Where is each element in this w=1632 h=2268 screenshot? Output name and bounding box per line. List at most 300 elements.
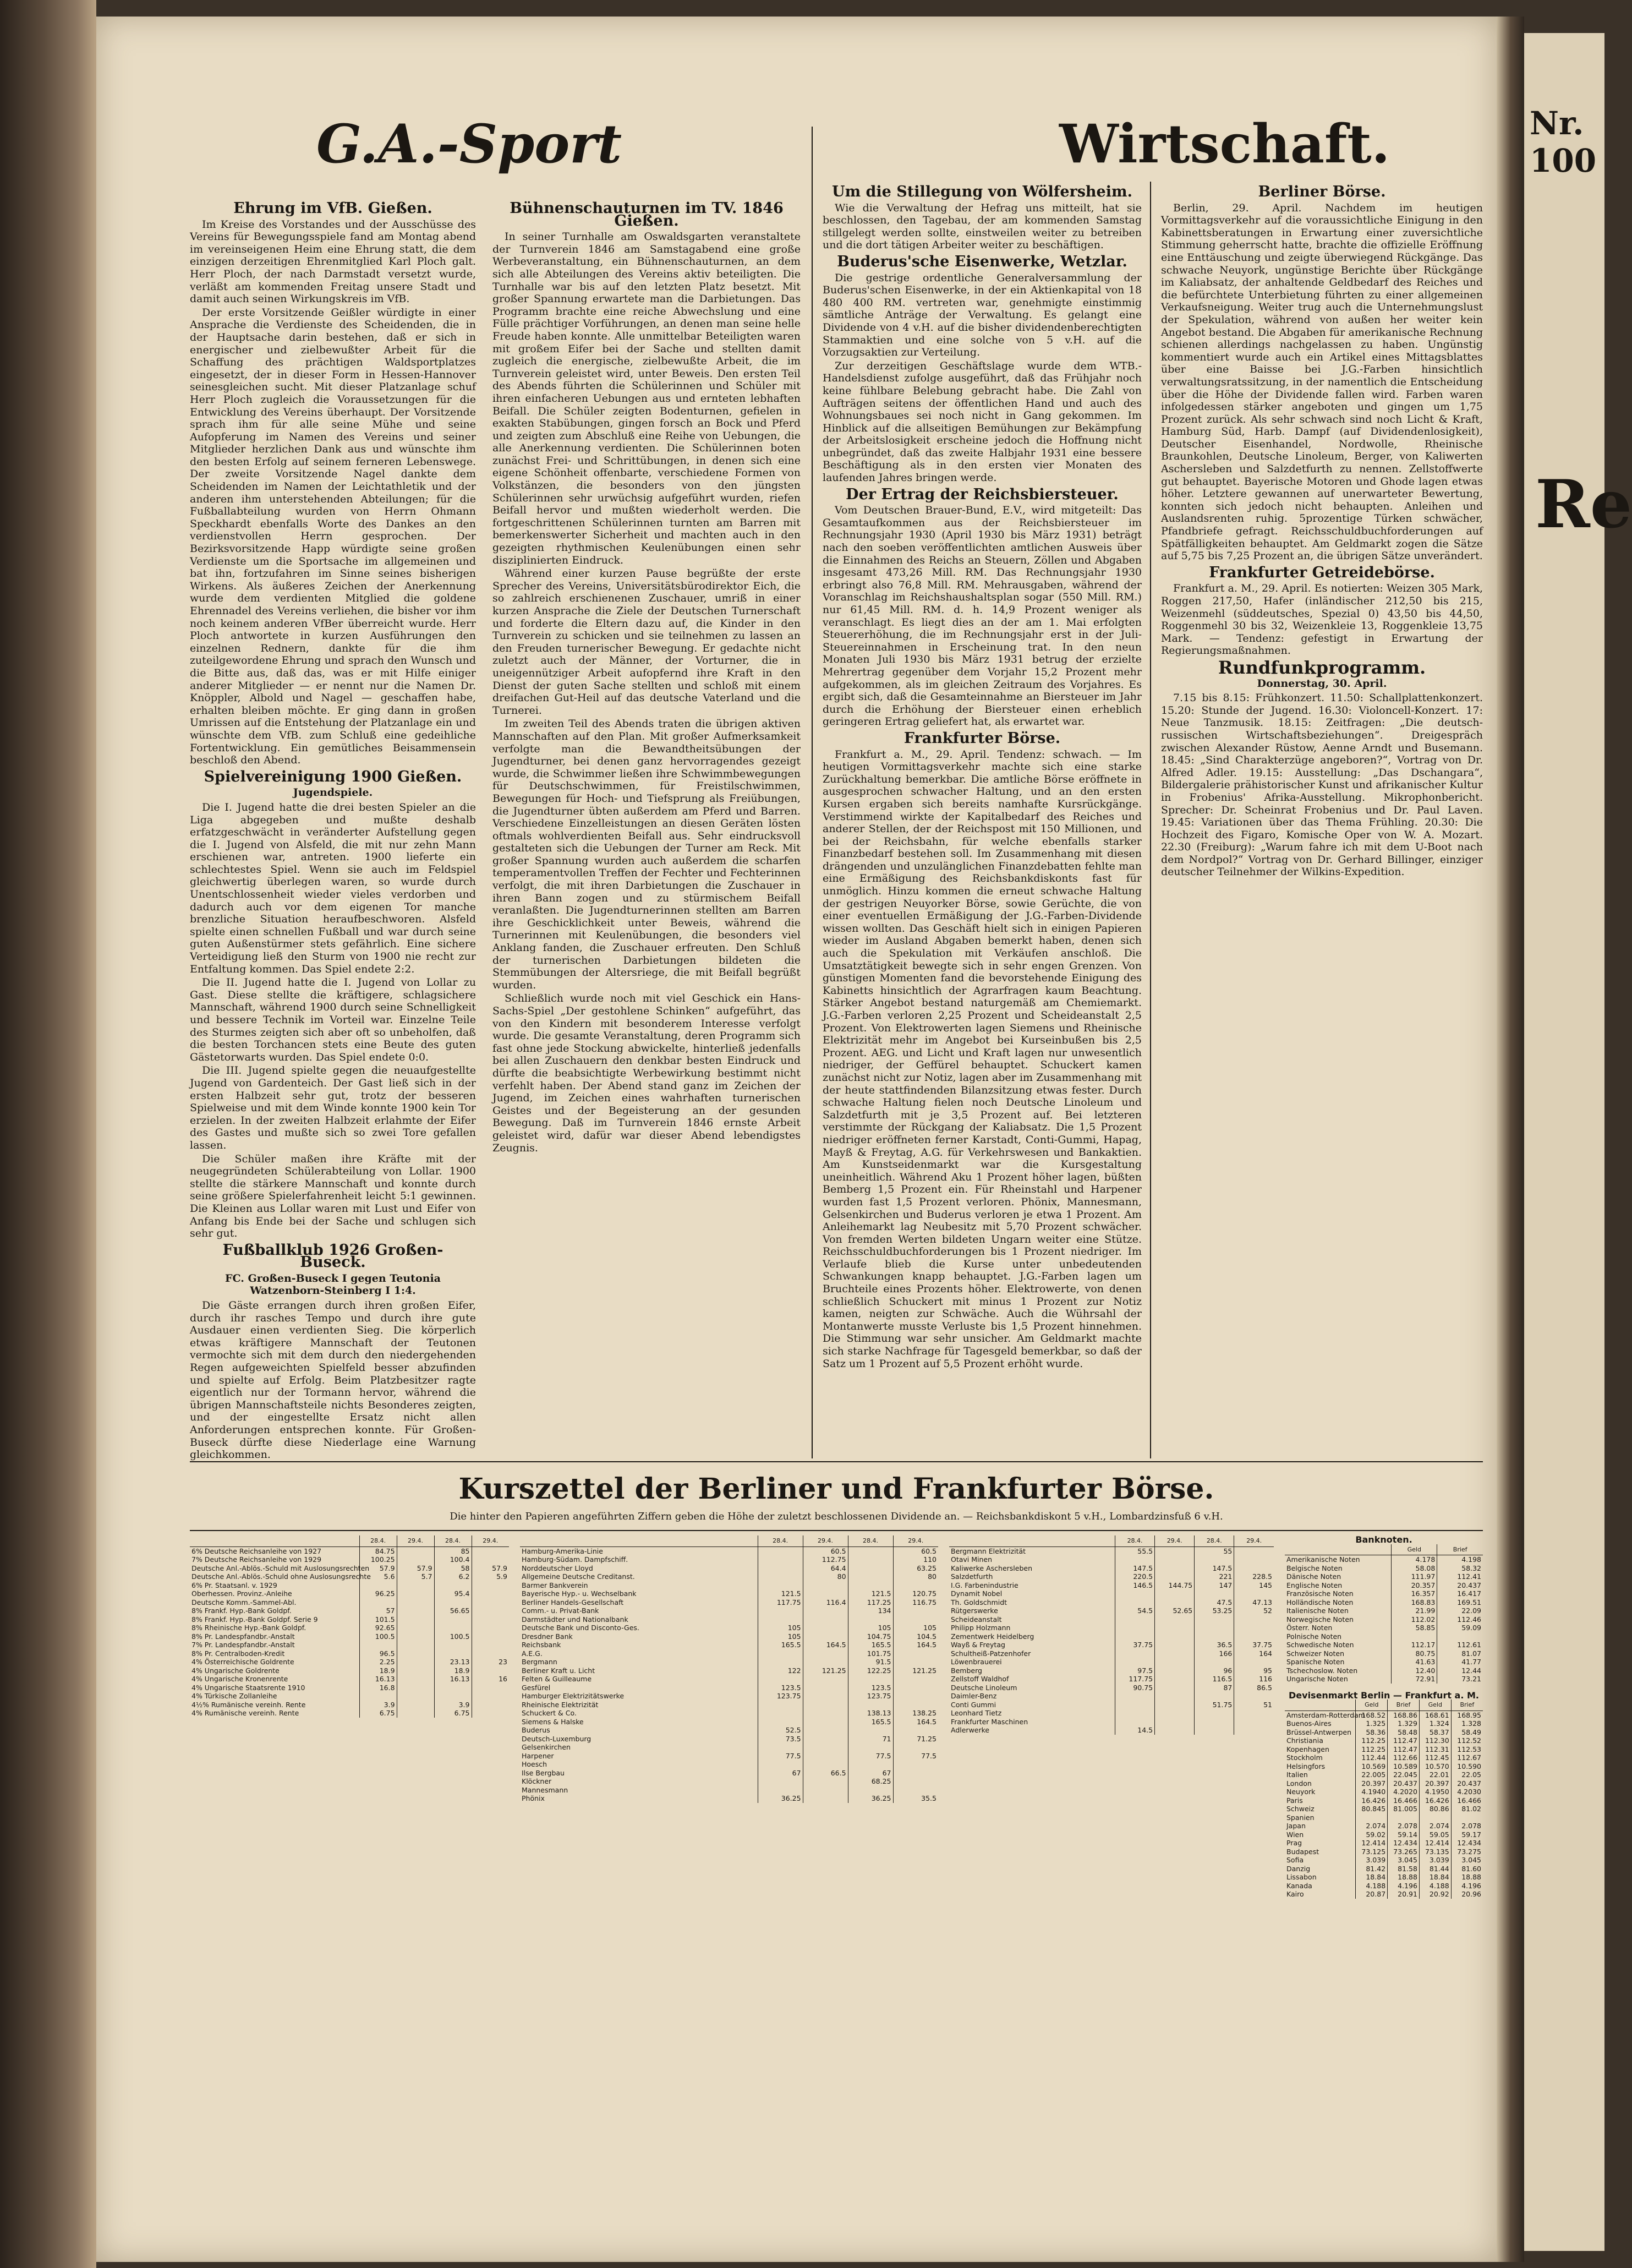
price-cell	[848, 1564, 893, 1573]
table-row	[1285, 1813, 1483, 1822]
table-row	[190, 1692, 509, 1701]
price-cell	[803, 1684, 848, 1692]
security-name: Helsingfors	[1286, 1762, 1326, 1770]
price-cell	[1419, 1813, 1451, 1822]
security-name: Dynamit Nobel	[951, 1589, 1003, 1598]
price-cell	[397, 1546, 434, 1555]
table-row	[1285, 1728, 1483, 1737]
price-cell	[893, 1675, 938, 1684]
price-cell	[1195, 1709, 1234, 1718]
price-cell	[1155, 1555, 1195, 1564]
price-cell: 16.13	[359, 1675, 397, 1684]
price-cell: 58.36	[1356, 1728, 1388, 1737]
security-name: Deutsche Komm.-Sammel-Abl.	[191, 1598, 297, 1606]
article-paragraph: Die III. Jugend spielte gegen die neuaufgestellte Jugend von Gardenteich. Der Gast ließ sich in der ersten Halbzeit sehr gut, trotz der besseren Spielweise und mit dem Winde konnte 1900 kein Tor erzielen. In der zweiten Halbzeit erlahmte der Eifer des Gastes und mußte sich so zwei Tore gefallen lassen.	[190, 1064, 476, 1151]
price-cell	[397, 1589, 434, 1598]
price-cell	[1155, 1632, 1195, 1641]
table-row	[1285, 1873, 1483, 1882]
security-name: 6% Deutsche Reichsanleihe von 1927	[191, 1546, 322, 1555]
price-cell	[803, 1624, 848, 1632]
price-cell: 60.5	[803, 1546, 848, 1555]
security-name: 8% Frankf. Hyp.-Bank Goldpf. Serie 9	[191, 1615, 318, 1624]
price-cell	[1155, 1564, 1195, 1573]
price-cell: 164	[1234, 1649, 1274, 1658]
table-row	[949, 1572, 1274, 1581]
price-cell	[1234, 1632, 1274, 1641]
price-cell	[803, 1786, 848, 1795]
price-cell	[1155, 1701, 1195, 1709]
price-cell	[848, 1760, 893, 1769]
price-cell	[397, 1581, 434, 1590]
security-name: Japan	[1286, 1822, 1306, 1830]
price-cell	[758, 1675, 803, 1684]
price-cell	[758, 1606, 803, 1615]
price-cell: 123.75	[848, 1692, 893, 1701]
price-cell	[1115, 1632, 1155, 1641]
table-row	[190, 1572, 509, 1581]
price-cell	[1234, 1709, 1274, 1718]
price-cell: 73.265	[1388, 1848, 1420, 1856]
price-cell: 18.9	[434, 1666, 472, 1675]
table-row	[1285, 1581, 1483, 1590]
security-name: 4% Türkische Zollanleihe	[191, 1692, 277, 1700]
price-cell: 4.1940	[1356, 1788, 1388, 1796]
price-cell: 58.49	[1451, 1728, 1483, 1737]
table-row	[520, 1598, 938, 1607]
security-name: Bergmann	[522, 1658, 557, 1666]
security-name: Berliner Kraft u. Licht	[522, 1666, 595, 1675]
table-row	[949, 1564, 1274, 1573]
price-cell	[848, 1786, 893, 1795]
price-cell: 112.25	[1356, 1745, 1388, 1754]
price-cell	[803, 1606, 848, 1615]
table-row	[949, 1692, 1274, 1701]
price-cell: 47.13	[1234, 1598, 1274, 1607]
security-name: Deutsche Anl.-Ablös.-Schuld mit Auslosungsrechten	[191, 1564, 370, 1572]
article-paragraph: Die Schüler maßen ihre Kräfte mit der neugegründeten Schülerabteilung von Lollar. 1900 stellte die stärkere Mannschaft und konnte durch seine größere Spielerfahrenheit leicht 5:1 gewinnen. Die Kleinen aus Lollar waren mit Lust und Eifer von Anfang bis Ende bei der Sache und schlugen sich sehr gut.	[190, 1152, 476, 1240]
article-subheading: FC. Großen-Buseck I gegen Teutonia Watzenborn-Steinberg I 1:4.	[225, 1272, 441, 1297]
price-cell: 20.437	[1451, 1779, 1483, 1788]
col-header: 29.4.	[1155, 1535, 1195, 1546]
price-cell: 54.5	[1115, 1606, 1155, 1615]
article-heading: Fußballklub 1926 Großen-Buseck.	[222, 1241, 443, 1271]
price-cell: 57.9	[472, 1564, 509, 1573]
price-cell	[1155, 1624, 1195, 1632]
security-name: Salzdetfurth	[951, 1572, 993, 1581]
price-cell: 147.5	[1195, 1564, 1234, 1573]
price-cell: 14.5	[1115, 1726, 1155, 1735]
table-row	[190, 1709, 509, 1718]
table-row	[949, 1718, 1274, 1726]
price-cell: 104.5	[893, 1632, 938, 1641]
security-name: Darmstädter und Nationalbank	[522, 1615, 628, 1624]
price-cell: 116.75	[893, 1598, 938, 1607]
security-name: Conti Gummi	[951, 1700, 996, 1709]
price-cell	[893, 1658, 938, 1666]
price-cell: 36.25	[848, 1794, 893, 1803]
wirtschaft-masthead: Wirtschaft.	[1059, 113, 1390, 175]
table-row	[1285, 1589, 1483, 1598]
table-row	[949, 1555, 1274, 1564]
article-heading: Frankfurter Börse.	[903, 729, 1061, 747]
price-cell: 67	[848, 1769, 893, 1778]
article-paragraph: Die Gäste errangen durch ihren großen Eifer, durch ihr rasches Tempo und durch ihre gute Ausdauer einen verdienten Sieg. Die körperlich etwas kräftigere Mannschaft der Teutonen vermochte sich mit dem durch den niedergehenden Regen aufgeweichten Spielfeld besser abzufinden und spielte auf Erfolg. Beim Platzbesitzer ragte eigentlich nur der Tormann hervor, während die übrigen Mannschaftsteile nichts Besonderes zeigten, und der eingestellte Ersatz nicht allen Anforderungen entsprechen konnte. Für Großen-Buseck dürfte diese Niederlage eine Warnung gleichkommen.	[190, 1299, 476, 1461]
article-paragraph: Die I. Jugend hatte die drei besten Spieler an die Liga abgegeben und mußte deshalb erfatzgeschwächt in veränderter Aufstellung gegen die I. Jugend von Alsfeld, die mit nur zehn Mann erschienen war, antreten. 1900 lieferte ein schlechtestes Spiel. Wenn sie auch im Feldspiel gleichwertig überlegen waren, so wurde durch Unentschlossenheit wieder vieles verdorben und dadurch auch vor dem eigenen Tor manche brenzliche Situation heraufbeschworen. Alsfeld spielte einen schnellen Fußball und war durch seine guten Außenstürmer stets gefährlich. Eine sichere Verteidigung ließ den Sturm von 1900 nie recht zur Entfaltung kommen. Das Spiel endete 2:2.	[190, 801, 476, 975]
price-cell	[803, 1735, 848, 1744]
price-cell	[472, 1606, 509, 1615]
article-heading: Ehrung im VfB. Gießen.	[233, 200, 432, 217]
price-cell	[472, 1555, 509, 1564]
price-cell	[1115, 1701, 1155, 1709]
price-cell: 16.426	[1356, 1796, 1388, 1805]
table-row	[520, 1769, 938, 1778]
price-cell: 4.188	[1419, 1882, 1451, 1890]
price-cell	[434, 1615, 472, 1624]
price-cell	[758, 1581, 803, 1590]
price-cell: 169.51	[1437, 1598, 1483, 1607]
security-name: Brüssel-Antwerpen	[1286, 1728, 1352, 1736]
price-cell	[893, 1701, 938, 1709]
security-name: Barmer Bankverein	[522, 1581, 588, 1589]
col-header: Geld	[1419, 1699, 1451, 1710]
table-row	[1285, 1572, 1483, 1581]
price-cell	[397, 1632, 434, 1641]
price-cell: 18.88	[1388, 1873, 1420, 1882]
article-paragraph: Frankfurt a. M., 29. April. Es notierten: Weizen 305 Mark, Roggen 217,50, Hafer (inländischer 212,50 bis 215, Weizenmehl (süddeutsches, Spezial 0) 43,50 bis 44,50, Roggenmehl 30 bis 32, Weizenkleie 13, Roggenkleie 13,75 Mark. — Tendenz: gefestigt in Erwartung der Regierungsmaßnahmen.	[1161, 582, 1483, 657]
banknoten-rows	[1285, 1555, 1483, 1684]
price-cell: 4.2030	[1451, 1788, 1483, 1796]
price-cell	[848, 1581, 893, 1590]
price-cell: 1.328	[1451, 1719, 1483, 1728]
stock-rows	[190, 1546, 509, 1718]
table-row	[190, 1658, 509, 1666]
security-name: Ilse Bergbau	[522, 1768, 565, 1777]
price-cell: 5.7	[397, 1572, 434, 1581]
table-row	[190, 1684, 509, 1692]
price-cell: 22.09	[1437, 1606, 1483, 1615]
price-cell	[848, 1701, 893, 1709]
price-cell: 66.5	[803, 1769, 848, 1778]
price-cell	[472, 1641, 509, 1649]
price-cell: 12.414	[1419, 1839, 1451, 1848]
price-cell	[803, 1675, 848, 1684]
kurszettel-subtitle: Die hinter den Papieren angeführten Ziffern geben die Höhe der zuletzt beschlossenen Dividende an. — Reichsbankdiskont 5 v.H., Lombardzinsfuß 6 v.H.	[450, 1511, 1223, 1522]
adjacent-page	[1524, 33, 1632, 2251]
security-name: Wien	[1286, 1830, 1304, 1839]
security-name: Lissabon	[1286, 1873, 1317, 1881]
price-cell	[848, 1546, 893, 1555]
price-cell: 1.324	[1419, 1719, 1451, 1728]
price-cell	[472, 1632, 509, 1641]
price-cell: 2.074	[1419, 1822, 1451, 1830]
price-cell: 22.05	[1451, 1770, 1483, 1779]
security-name: Frankfurter Maschinen	[951, 1717, 1028, 1726]
price-cell: 52	[1234, 1606, 1274, 1615]
table-row	[1285, 1856, 1483, 1865]
price-cell: 117.75	[1115, 1675, 1155, 1684]
article-paragraph: Während einer kurzen Pause begrüßte der erste Sprecher des Vereins, Universitätsbürodirektor Eich, die so zahlreich erschienenen Zuschauer, umriß in einer kurzen Ansprache die Ziele der Deutschen Turnerschaft und forderte die Eltern dazu auf, die Kinder in den Turnverein zu schicken und sie teilnehmen zu lassen an den Freuden turnerischer Bewegung. Er gedachte nicht zuletzt auch der Männer, der Vorturner, die in uneigennütziger Arbeit aufopfernd ihre Kraft in den Dienst der guten Sache stellten und schloß mit einem dreifachen Gut-Heil auf das deutsche Vaterland und die Turnerei.	[492, 567, 801, 717]
price-cell	[1155, 1692, 1195, 1701]
price-cell: 5.9	[472, 1572, 509, 1581]
price-cell: 18.84	[1356, 1873, 1388, 1882]
adjacent-page-heading: Re	[1535, 466, 1632, 543]
price-cell: 58.08	[1392, 1564, 1437, 1573]
price-cell	[397, 1666, 434, 1675]
price-cell: 112.44	[1356, 1753, 1388, 1762]
security-name: Otavi Minen	[951, 1555, 993, 1564]
stock-table	[949, 1535, 1274, 1735]
table-row	[520, 1760, 938, 1769]
price-cell: 16.466	[1388, 1796, 1420, 1805]
security-name: 8% Frankf. Hyp.-Bank Goldpf.	[191, 1606, 292, 1615]
article-paragraph: Berlin, 29. April. Nachdem im heutigen Vormittagsverkehr auf die voraussichtliche Einigung in den Kabinettsberatungen in Erwartung einer zuversichtliche Stimmung geherrscht hatte, brachte die offizielle Eröffnung eine Enttäuschung und zeigte überwiegend Rückgänge. Das schwache Neuyork, ungünstige Berichte über Rückgänge im Kaliabsatz, der anhaltende Geldbedarf des Reiches und die befürchtete Unterbietung führten zu einer allgemeinen Verkaufsneigung. Weiter trug auch die Unternehmungslust der Spekulation, während von außen her weiter kein Angebot bestand. Die Abgaben für amerikanische Rechnung schienen allerdings nachgelassen zu haben. Ungünstig kommentiert wurde auch ein Artikel eines Mittagsblattes über eine Baisse bei J.G.-Farben hinsichtlich verwaltungsratssitzung, in der namentlich die Entscheidung über die Höhe der Dividende fallen wird. Farben waren infolgedessen stärker angeboten und gingen um 1,75 Prozent zurück. Als sehr schwach sind noch Licht & Kraft, Hamburg Süd, Harb. Dampf (auf Dividendenlosigkeit), Deutscher Eisenhandel, Nordwolle, Rheinische Braunkohlen, Deutsche Linoleum, Berger, von Kaliwerten Aschersleben und Salzdetfurth zu nennen. Zellstoffwerte gut behauptet. Bayerische Motoren und Ghode lagen etwas höher. Letztere gewannen auf unerwarteter Bewertung, konnten sich jedoch nicht behaupten. Anleihen und Auslandsrenten ruhig. 5prozentige Türken schwächer, Pfandbriefe gefragt. Reichsschuldbuchforderungen auf Spätfälligkeiten behauptet. Am Geldmarkt zogen die Sätze auf 5,75 bis 7,25 Prozent an, die übrigen Sätze unverändert.	[1161, 201, 1483, 562]
price-cell: 112.61	[1437, 1641, 1483, 1649]
section-rule	[190, 1461, 1483, 1462]
security-name: Englische Noten	[1286, 1581, 1343, 1589]
security-name: Klöckner	[522, 1777, 552, 1785]
table-row	[190, 1675, 509, 1684]
price-cell: 220.5	[1115, 1572, 1155, 1581]
price-cell: 168.95	[1451, 1710, 1483, 1719]
price-cell	[893, 1615, 938, 1624]
security-name: Kairo	[1286, 1890, 1304, 1898]
price-cell: 51	[1234, 1701, 1274, 1709]
price-cell	[848, 1572, 893, 1581]
sport-column-1	[190, 198, 476, 1461]
price-cell: 112.17	[1392, 1641, 1437, 1649]
price-cell: 112.30	[1419, 1736, 1451, 1745]
book-binding	[0, 0, 96, 2268]
price-cell: 147.5	[1115, 1564, 1155, 1573]
table-row	[520, 1572, 938, 1581]
table-row	[949, 1701, 1274, 1709]
table-row	[1285, 1865, 1483, 1873]
price-cell: 147	[1195, 1581, 1234, 1590]
price-cell: 59.17	[1451, 1830, 1483, 1839]
sport-masthead: G.A.-Sport	[316, 113, 622, 175]
price-cell	[1155, 1726, 1195, 1735]
price-cell	[758, 1546, 803, 1555]
security-name: Deutsch-Luxemburg	[522, 1734, 592, 1743]
price-cell	[1115, 1718, 1155, 1726]
security-name: Schultheiß-Patzenhofer	[951, 1649, 1031, 1658]
security-name: Österr. Noten	[1286, 1624, 1333, 1632]
article-subheading: Donnerstag, 30. April.	[1257, 677, 1387, 690]
price-cell	[1234, 1615, 1274, 1624]
table-row	[1285, 1710, 1483, 1719]
price-cell	[397, 1641, 434, 1649]
price-cell: 117.75	[758, 1598, 803, 1607]
kurszettel-title: Kurszettel der Berliner und Frankfurter Börse.	[458, 1472, 1214, 1506]
table-row	[190, 1624, 509, 1632]
price-cell: 41.77	[1437, 1658, 1483, 1666]
price-cell	[472, 1598, 509, 1607]
price-cell	[1155, 1641, 1195, 1649]
price-cell	[472, 1666, 509, 1675]
price-cell: 1.329	[1388, 1719, 1420, 1728]
table-row	[520, 1606, 938, 1615]
price-cell: 63.25	[893, 1564, 938, 1573]
price-cell	[758, 1777, 803, 1786]
price-cell: 100.25	[359, 1555, 397, 1564]
price-cell: 122.25	[848, 1666, 893, 1675]
security-name: Sofia	[1286, 1856, 1304, 1864]
price-cell: 57	[359, 1606, 397, 1615]
price-cell: 81.07	[1437, 1649, 1483, 1658]
table-row	[190, 1632, 509, 1641]
security-name: Danzig	[1286, 1864, 1311, 1873]
price-cell	[758, 1709, 803, 1718]
table-row	[1285, 1658, 1483, 1666]
article-paragraph: Schließlich wurde noch mit viel Geschick ein Hans-Sachs-Spiel „Der gestohlene Schinken“ aufgeführt, das von den Kindern mit besonderem Interesse verfolgt wurde. Die gesamte Veranstaltung, deren Programm sich fast ohne jede Stockung abwickelte, hinterließ jedenfalls bei allen Zuschauern den denkbar besten Eindruck und dürfte die beabsichtigte Werbewirkung bestimmt nicht verfehlt haben. Der Abend stand ganz im Zeichen der Jugend, im Zeichen eines wahrhaften turnerischen Geistes und der Begeisterung an der gesunden Bewegung. Daß im Turnverein 1846 ernste Arbeit geleistet wird, dafür war dieser Abend lebendigstes Zeugnis.	[492, 992, 801, 1154]
security-name: Gesfürel	[522, 1683, 551, 1692]
table-row	[520, 1684, 938, 1692]
price-cell: 112.25	[1356, 1736, 1388, 1745]
section-rule	[190, 1530, 1483, 1531]
price-cell: 112.52	[1451, 1736, 1483, 1745]
security-name: Zellstoff Waldhof	[951, 1675, 1009, 1683]
price-cell	[397, 1615, 434, 1624]
table-row	[1285, 1805, 1483, 1813]
table-row	[520, 1794, 938, 1803]
table-row	[949, 1641, 1274, 1649]
price-cell	[1195, 1726, 1234, 1735]
table-row	[190, 1581, 509, 1590]
article-paragraph: Vom Deutschen Brauer-Bund, E.V., wird mitgeteilt: Das Gesamtaufkommen aus der Reichsbiersteuer im Rechnungsjahr 1930 (April 1930 bis März 1931) beträgt nach den soeben veröffentlichten amtlichen Ausweis über die Einnahmen des Reichs an Steuern, Zöllen und Abgaben insgesamt 473,26 Mill. RM. Das Rechnungsjahr 1930 erbringt also 76,8 Mill. RM. Mehrausgaben, während der Voranschlag im Reichshaushaltsplan sogar (550 Mill. RM.) nur 61,45 Mill. RM. d. h. 14,9 Prozent weniger als veranschlagt. Es liegt dies an der am 1. Mai erfolgten Steuererhöhung, die im Rechnungsjahr erst in der Juli-Steuereinnahmen in Erscheinung trat. In den neun Monaten Juli 1930 bis März 1931 betrug der erzielte Mehrertrag gegenüber dem Vorjahr 15,2 Prozent mehr aufgekommen, als im gleichen Zeitraum des Vorjahres. Es ergibt sich, daß die Gesamteinnahme an Biersteuer im Jahr durch die Erhöhung der Biersteuer einen erheblich geringeren Ertrag geliefert hat, als erwartet war.	[823, 504, 1142, 728]
price-cell: 37.75	[1115, 1641, 1155, 1649]
price-cell: 166	[1195, 1649, 1234, 1658]
price-cell	[359, 1641, 397, 1649]
table-row	[1285, 1555, 1483, 1564]
price-cell: 138.25	[893, 1709, 938, 1718]
price-cell: 47.5	[1195, 1598, 1234, 1607]
price-cell: 164.5	[893, 1718, 938, 1726]
price-cell: 81.60	[1451, 1865, 1483, 1873]
table-row	[1285, 1606, 1483, 1615]
price-cell	[758, 1615, 803, 1624]
price-cell	[758, 1701, 803, 1709]
price-cell	[758, 1572, 803, 1581]
price-cell: 6.2	[434, 1572, 472, 1581]
price-cell: 59.02	[1356, 1830, 1388, 1839]
price-cell: 123.5	[848, 1684, 893, 1692]
price-cell	[803, 1615, 848, 1624]
table-row	[1285, 1624, 1483, 1632]
price-cell	[434, 1581, 472, 1590]
price-cell: 36.25	[758, 1794, 803, 1803]
price-cell: 37.75	[1234, 1641, 1274, 1649]
price-cell	[1115, 1624, 1155, 1632]
price-cell	[1234, 1726, 1274, 1735]
security-name: Gelsenkirchen	[522, 1743, 571, 1751]
security-name: Rütgerswerke	[951, 1606, 998, 1615]
price-cell: 4.196	[1451, 1882, 1483, 1890]
table-row	[520, 1786, 938, 1795]
table-row	[1285, 1770, 1483, 1779]
col-header: 29.4.	[472, 1535, 509, 1546]
price-cell: 4.2020	[1388, 1788, 1420, 1796]
price-cell: 5.6	[359, 1572, 397, 1581]
price-cell	[1155, 1598, 1195, 1607]
price-cell: 81.58	[1388, 1865, 1420, 1873]
security-name: Philipp Holzmann	[951, 1624, 1011, 1632]
price-cell	[848, 1615, 893, 1624]
price-cell: 36.5	[1195, 1641, 1234, 1649]
price-cell	[803, 1743, 848, 1752]
table-row	[1285, 1649, 1483, 1658]
security-name: Italienische Noten	[1286, 1606, 1349, 1615]
price-cell: 6.75	[434, 1709, 472, 1718]
security-name: 4% Ungarische Goldrente	[191, 1666, 280, 1675]
table-row	[949, 1615, 1274, 1624]
security-name: Allgemeine Deutsche Creditanst.	[522, 1572, 635, 1581]
price-cell	[1155, 1649, 1195, 1658]
price-cell: 12.434	[1451, 1839, 1483, 1848]
table-row	[520, 1692, 938, 1701]
price-cell: 58.85	[1392, 1624, 1437, 1632]
price-cell	[397, 1675, 434, 1684]
price-cell	[1195, 1718, 1234, 1726]
price-cell: 165.5	[758, 1641, 803, 1649]
table-row	[1285, 1762, 1483, 1771]
price-cell: 95.4	[434, 1589, 472, 1598]
price-cell	[1155, 1718, 1195, 1726]
col-header: 29.4.	[893, 1535, 938, 1546]
price-cell	[1195, 1589, 1234, 1598]
security-name: 4% Rumänische vereinh. Rente	[191, 1709, 299, 1717]
price-cell	[893, 1606, 938, 1615]
price-cell: 58	[434, 1564, 472, 1573]
column-rule	[1150, 182, 1151, 1458]
price-cell	[397, 1606, 434, 1615]
price-cell: 53.25	[1195, 1606, 1234, 1615]
price-cell: 4.196	[1388, 1882, 1420, 1890]
security-name: Bayerische Hyp.- u. Wechselbank	[522, 1589, 637, 1598]
price-cell: 122	[758, 1666, 803, 1675]
price-cell: 121.25	[893, 1666, 938, 1675]
price-cell	[1155, 1589, 1195, 1598]
security-name: Spanische Noten	[1286, 1658, 1345, 1666]
price-cell: 168.86	[1388, 1710, 1420, 1719]
price-cell: 2.078	[1451, 1822, 1483, 1830]
price-cell: 21.99	[1392, 1606, 1437, 1615]
security-name: Bergmann Elektrizität	[951, 1546, 1026, 1555]
price-cell	[1115, 1709, 1155, 1718]
security-name: Adlerwerke	[951, 1726, 990, 1734]
price-cell: 23	[472, 1658, 509, 1666]
stock-rows	[949, 1546, 1274, 1735]
security-name: Paris	[1286, 1796, 1303, 1805]
price-cell: 18.84	[1419, 1873, 1451, 1882]
price-cell: 20.437	[1437, 1581, 1483, 1590]
price-cell: 112.75	[803, 1555, 848, 1564]
price-cell: 168.52	[1356, 1710, 1388, 1719]
price-cell: 16.417	[1437, 1589, 1483, 1598]
col-header: 29.4.	[1234, 1535, 1274, 1546]
table-row	[520, 1658, 938, 1666]
security-name: Hamburg-Südam. Dampfschiff.	[522, 1555, 628, 1564]
table-row	[1285, 1564, 1483, 1573]
price-cell	[397, 1555, 434, 1564]
price-cell: 18.9	[359, 1666, 397, 1675]
security-name: Amerikanische Noten	[1286, 1555, 1360, 1564]
price-cell	[803, 1701, 848, 1709]
price-cell: 12.44	[1437, 1666, 1483, 1675]
article-heading: Um die Stillegung von Wölfersheim.	[832, 183, 1132, 200]
article-paragraph: 7.15 bis 8.15: Frühkonzert. 11.50: Schallplattenkonzert. 15.20: Stunde der Jugend. 16.30: Violoncell-Konzert. 17: Neue Tanzmusik. 18.15: Zeitfragen: „Die deutsch-russischen Wirtschaftsbeziehungen“. Dreigespräch zwischen Alexander Rüstow, Aenne Arndt und Busemann. 18.45: „Sind Charakterzüge angeboren?“, Vortrag von Dr. Alfred Adler. 19.15: Ausstellung: „Das Dschangara“, Bildergalerie prähistorischer Kunst und afrikanischer Kultur in Frobenius' Afrika-Ausstellung. Mikrophonbericht. Sprecher: Dr. Scheinrat Frobenius und Dr. Paul Laven. 19.45: Variationen über das Thema Frühling. 20.30: Die Hochzeit des Figaro, Komische Oper von W. A. Mozart. 22.30 (Freiburg): „Warum fahre ich mit dem U-Boot nach dem Nordpol?“ Vortrag von Dr. Gerhard Billinger, einziger deutscher Teilnehmer der Wilkins-Expedition.	[1161, 692, 1483, 878]
table-row	[190, 1555, 509, 1564]
price-cell	[1155, 1709, 1195, 1718]
